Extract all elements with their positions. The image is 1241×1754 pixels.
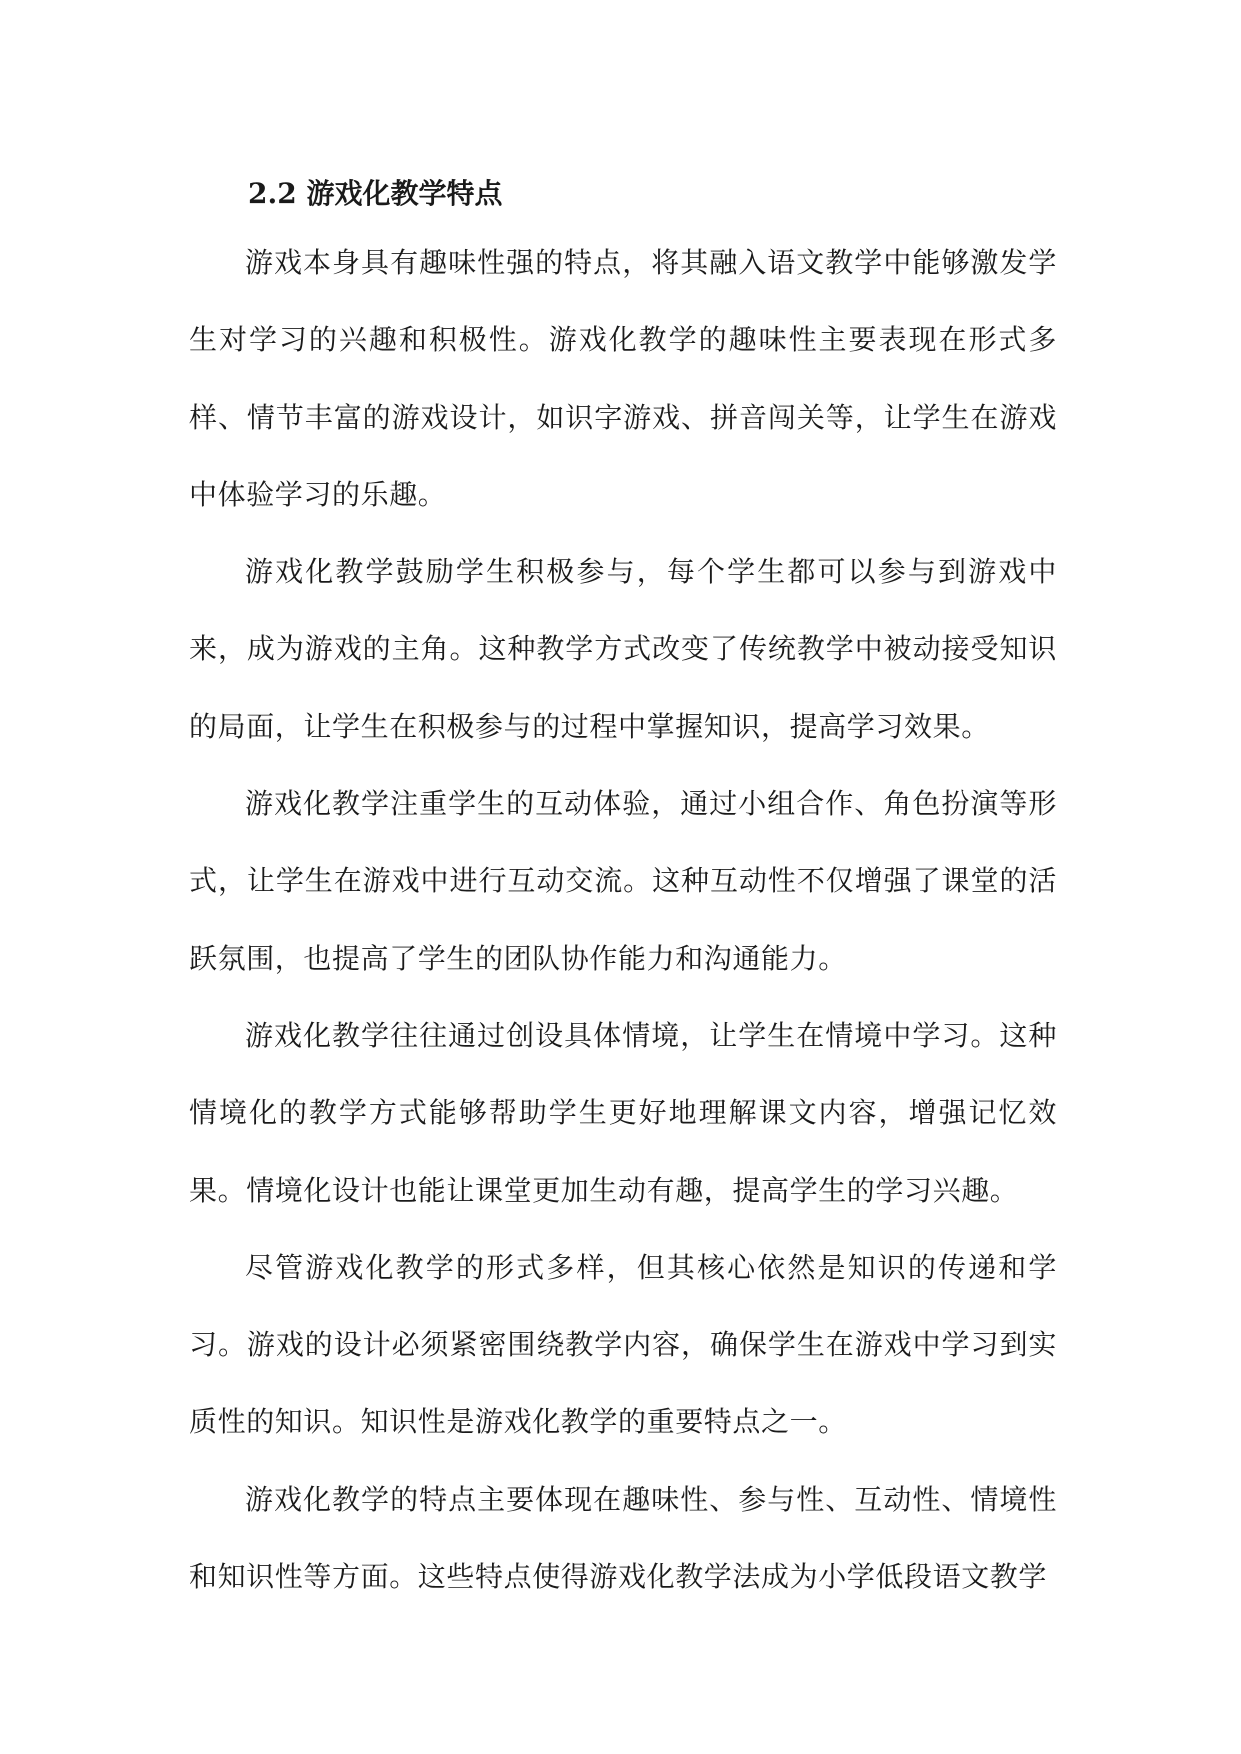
section-heading: 2.2 游戏化教学特点 bbox=[248, 177, 503, 211]
paragraph-participation: 游戏化教学鼓励学生积极参与，每个学生都可以参与到游戏中来，成为游戏的主角。这种教学方式改变了传统教学中被动接受知识的局面，让学生在积极参与的过程中掌握知识，提高学习效果。 bbox=[189, 555, 1057, 743]
section-body bbox=[189, 224, 1057, 1615]
paragraph-summary: 游戏化教学的特点主要体现在趣味性、参与性、互动性、情境性和知识性等方面。这些特点使得游戏化教学法成为小学低段语文教学 bbox=[189, 1482, 1057, 1594]
paragraph-context: 游戏化教学往往通过创设具体情境，让学生在情境中学习。这种情境化的教学方式能够帮助学生更好地理解课文内容，增强记忆效果。情境化设计也能让课堂更加生动有趣，提高学生的学习兴趣。 bbox=[189, 1018, 1057, 1207]
paragraph-interaction: 游戏化教学注重学生的互动体验，通过小组合作、角色扮演等形式，让学生在游戏中进行互动交流。这种互动性不仅增强了课堂的活跃氛围，也提高了学生的团队协作能力和沟通能力。 bbox=[189, 787, 1057, 975]
paragraph-knowledge: 尽管游戏化教学的形式多样，但其核心依然是知识的传递和学习。游戏的设计必须紧密围绕教学内容，确保学生在游戏中学习到实质性的知识。知识性是游戏化教学的重要特点之一。 bbox=[189, 1250, 1057, 1439]
paragraph-interest: 游戏本身具有趣味性强的特点，将其融入语文教学中能够激发学生对学习的兴趣和积极性。游戏化教学的趣味性主要表现在形式多样、情节丰富的游戏设计，如识字游戏、拼音闯关等，让学生在游戏中体验学习的乐趣。 bbox=[189, 246, 1057, 511]
